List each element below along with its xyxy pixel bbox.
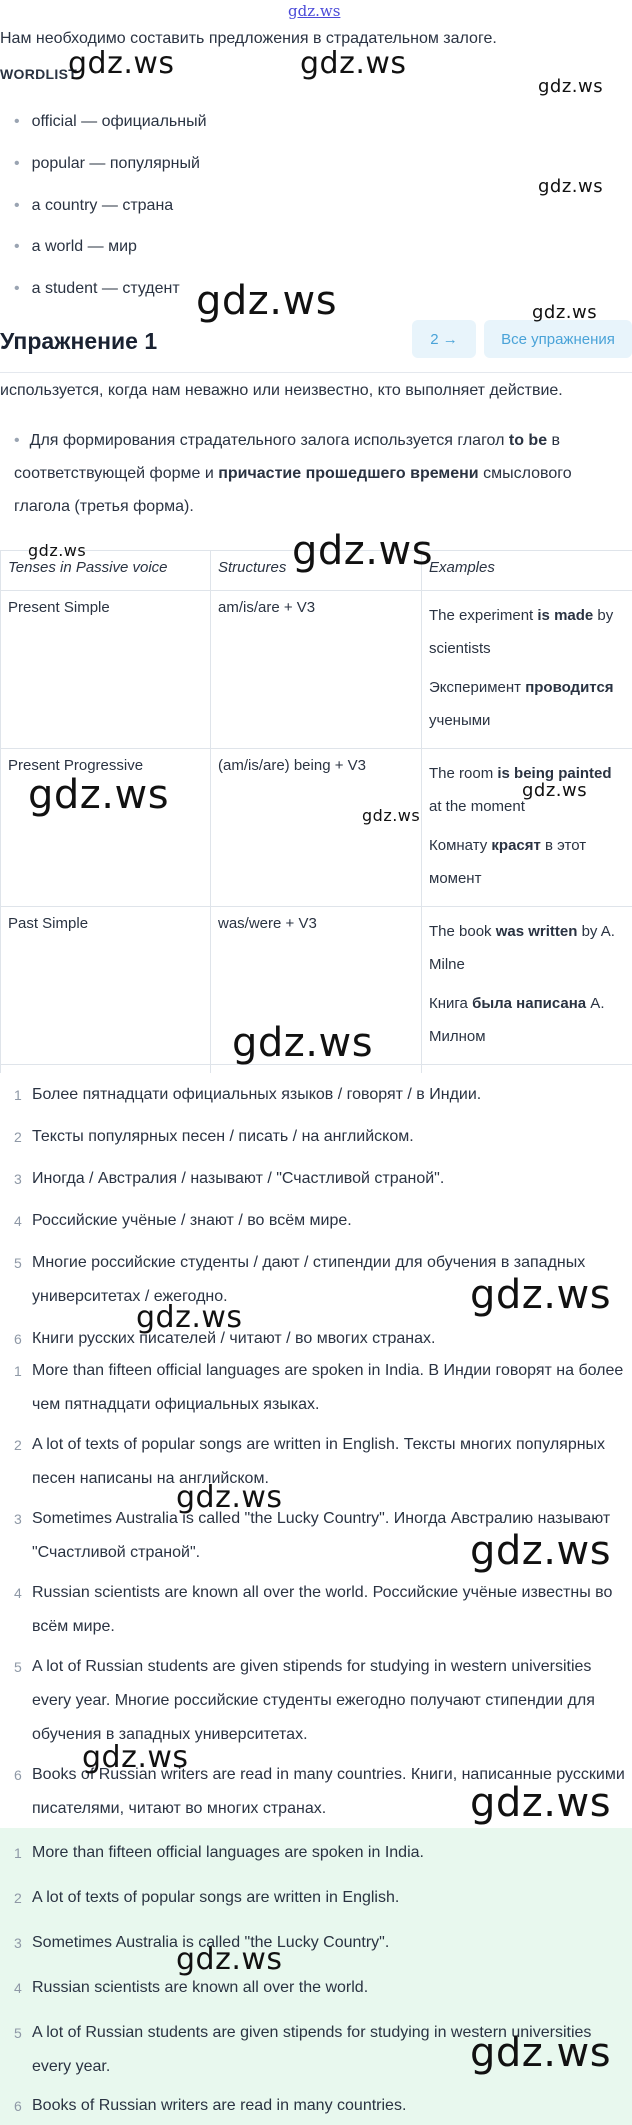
- theory-bullet-text: смыслового глагола (третья форма).: [14, 465, 572, 515]
- answer-item: [14, 1881, 626, 1915]
- watermark: gdz.ws: [28, 541, 87, 560]
- table-header: Structures: [211, 551, 422, 591]
- tense-cell: Present Progressive: [1, 749, 211, 907]
- bullet-icon: •: [14, 238, 20, 255]
- example-text: at the moment: [429, 798, 525, 815]
- example-bold: проводится: [525, 679, 614, 696]
- bullet-icon: •: [14, 280, 20, 297]
- item-number: 3: [14, 1935, 22, 1951]
- example-text: А. Милном: [429, 995, 605, 1045]
- example-text: Комнату: [429, 837, 492, 854]
- example-text: Эксперимент: [429, 679, 526, 696]
- example-cell: [422, 591, 632, 749]
- example-en: [429, 599, 625, 665]
- item-number: 6: [14, 1767, 22, 1783]
- watermark: gdz.ws: [470, 1780, 612, 1826]
- item-number: 5: [14, 2025, 22, 2041]
- wordlist-item: [14, 197, 173, 215]
- theory-bullet-text: Для формирования страдательного залога используется глагол: [29, 432, 509, 449]
- list-item-text: Тексты популярных песен / писать / на английском.: [32, 1128, 414, 1145]
- watermark: gdz.ws: [176, 1942, 283, 1977]
- watermark: gdz.ws: [522, 780, 588, 801]
- list-item-text: Russian scientists are known all over the world. Российские учёные известны во всём мире.: [32, 1584, 613, 1635]
- watermark: gdz.ws: [68, 46, 175, 81]
- tense-cell: Present Simple: [1, 591, 211, 749]
- watermark: gdz.ws: [136, 1300, 243, 1335]
- bullet-icon: •: [14, 113, 20, 130]
- list-item-text: More than fifteen official languages are spoken in India. В Индии говорят на более чем пятнадцати официальных языках.: [32, 1362, 624, 1413]
- table-header: Tenses in Passive voice: [1, 551, 211, 591]
- list-item-text: Books of Russian writers are read in many countries. Книги, написанные русскими писателями, читают во многих странах.: [32, 1766, 625, 1817]
- theory-text: используется, когда нам неважно или неизвестно, кто выполняет действие.: [0, 382, 563, 399]
- list-item-text: Sometimes Australia is called "the Lucky Country". Иногда Австралию называют "Счастливой страной".: [32, 1510, 611, 1561]
- answer-item: [14, 2089, 626, 2123]
- theory-bullet-text: в соответствующей форме и: [14, 432, 561, 482]
- example-en: [429, 915, 625, 981]
- list-item: [14, 1322, 626, 1356]
- watermark: gdz.ws: [176, 1480, 283, 1515]
- list-item: [14, 1204, 626, 1238]
- bullet-icon: •: [14, 197, 20, 214]
- example-text: Книга: [429, 995, 473, 1012]
- watermark: gdz.ws: [292, 528, 434, 574]
- list-item-text: Иногда / Австралия / называют / "Счастливой страной".: [32, 1170, 445, 1187]
- item-number: 1: [14, 1363, 22, 1379]
- intro-text: Нам необходимо составить предложения в страдательном залоге.: [0, 30, 497, 47]
- list-item: [14, 1162, 626, 1196]
- wordlist-item-text: a country — страна: [31, 197, 174, 214]
- item-number: 4: [14, 1980, 22, 1996]
- item-number: 6: [14, 2098, 22, 2114]
- wordlist-item-text: a world — мир: [31, 238, 137, 255]
- wordlist-item: [14, 155, 200, 173]
- example-ru: [429, 987, 625, 1053]
- theory-bullet: [14, 424, 624, 523]
- exercise-title: Упражнение 1: [0, 328, 158, 354]
- watermark: gdz.ws: [362, 806, 421, 825]
- bullet-icon: •: [14, 432, 20, 449]
- wordlist-item-text: popular — популярный: [31, 155, 200, 172]
- answer-text: More than fifteen official languages are spoken in India.: [32, 1844, 424, 1861]
- list-item-text: Более пятнадцати официальных языков / говорят / в Индии.: [32, 1086, 482, 1103]
- watermark: gdz.ws: [196, 278, 338, 324]
- item-number: 4: [14, 1213, 22, 1229]
- list-item: [14, 1428, 626, 1496]
- all-exercises-button[interactable]: Все упражнения: [484, 320, 632, 358]
- answer-item: [14, 1926, 626, 1960]
- list-item-text: Российские учёные / знают / во всём мире.: [32, 1212, 352, 1229]
- example-text: учеными: [429, 712, 491, 729]
- wordlist-item: [14, 113, 207, 131]
- table-row: [1, 591, 632, 749]
- example-text: by A. Milne: [429, 923, 615, 973]
- item-number: 2: [14, 1890, 22, 1906]
- list-item-text: Книги русских писателей / читают / во мвогих странах.: [32, 1330, 436, 1347]
- list-item: [14, 1078, 626, 1112]
- wordlist-item-text: official — официальный: [31, 113, 207, 130]
- structure-cell: (am/is/are) being + V3: [211, 749, 422, 907]
- item-number: 6: [14, 1331, 22, 1347]
- bullet-icon: •: [14, 155, 20, 172]
- example-bold: was written: [495, 923, 578, 940]
- list-item: [14, 1576, 626, 1644]
- answer-item: [14, 1836, 626, 1870]
- list-item: [14, 1354, 626, 1422]
- divider: [0, 372, 632, 373]
- example-bold: is being painted: [497, 765, 612, 782]
- site-mark[interactable]: gdz.ws: [288, 2, 341, 20]
- watermark: gdz.ws: [538, 76, 604, 97]
- answer-text: A lot of texts of popular songs are written in English.: [32, 1889, 400, 1906]
- example-bold: была написана: [472, 995, 587, 1012]
- tense-cell: Past Simple: [1, 907, 211, 1065]
- watermark: gdz.ws: [82, 1740, 189, 1775]
- answer-text: Russian scientists are known all over the world.: [32, 1979, 369, 1996]
- wordlist-item: [14, 238, 137, 256]
- wordlist-item-text: a student — студент: [31, 280, 180, 297]
- example-text: The experiment: [429, 607, 538, 624]
- watermark: gdz.ws: [470, 1272, 612, 1318]
- item-number: 5: [14, 1255, 22, 1271]
- next-exercise-button[interactable]: 2 →: [412, 320, 476, 358]
- item-number: 4: [14, 1585, 22, 1601]
- wordlist-item: [14, 280, 180, 298]
- wordlist-title: WORDLIST: [0, 66, 78, 82]
- item-number: 1: [14, 1845, 22, 1861]
- example-cell: [422, 907, 632, 1065]
- example-bold: is made: [537, 607, 594, 624]
- watermark: gdz.ws: [532, 302, 598, 323]
- example-text: by scientists: [429, 607, 614, 657]
- structure-cell: was/were + V3: [211, 907, 422, 1065]
- watermark: gdz.ws: [470, 2030, 612, 2076]
- item-number: 1: [14, 1087, 22, 1103]
- example-text: The room: [429, 765, 498, 782]
- answer-text: A lot of Russian students are given stipends for studying in western universities every year.: [32, 2024, 592, 2075]
- structure-cell: am/is/are + V3: [211, 591, 422, 749]
- list-item: [14, 1120, 626, 1154]
- example-text: The book: [429, 923, 496, 940]
- watermark: gdz.ws: [538, 176, 604, 197]
- list-item: [14, 1650, 626, 1752]
- list-item-text: A lot of Russian students are given stipends for studying in western universities every year. Многие российские студенты ежегодно получают стипендии для обучения в западных университетах.: [32, 1658, 595, 1743]
- example-cell: [422, 749, 632, 907]
- list-item-text: A lot of texts of popular songs are written in English. Тексты многих популярных песен написаны на английском.: [32, 1436, 606, 1487]
- item-number: 3: [14, 1171, 22, 1187]
- item-number: 3: [14, 1511, 22, 1527]
- example-text: в этот момент: [429, 837, 587, 887]
- list-item-text: Многие российские студенты / дают / стипендии для обучения в западных университетах / ежегодно.: [32, 1254, 586, 1305]
- watermark: gdz.ws: [232, 1020, 374, 1066]
- watermark: gdz.ws: [300, 46, 407, 81]
- example-ru: [429, 671, 625, 737]
- item-number: 2: [14, 1129, 22, 1145]
- theory-bold-term: to be: [508, 432, 548, 449]
- watermark: gdz.ws: [28, 772, 170, 818]
- theory-bold-term: причастие прошедшего времени: [218, 465, 479, 482]
- watermark: gdz.ws: [470, 1528, 612, 1574]
- item-number: 2: [14, 1437, 22, 1453]
- example-bold: красят: [491, 837, 541, 854]
- answer-item: [14, 1971, 626, 2005]
- answer-text: Books of Russian writers are read in many countries.: [32, 2097, 407, 2114]
- table-header: Examples: [422, 551, 632, 591]
- item-number: 5: [14, 1659, 22, 1675]
- answer-text: Sometimes Australia is called "the Lucky Country".: [32, 1934, 390, 1951]
- example-ru: [429, 829, 625, 895]
